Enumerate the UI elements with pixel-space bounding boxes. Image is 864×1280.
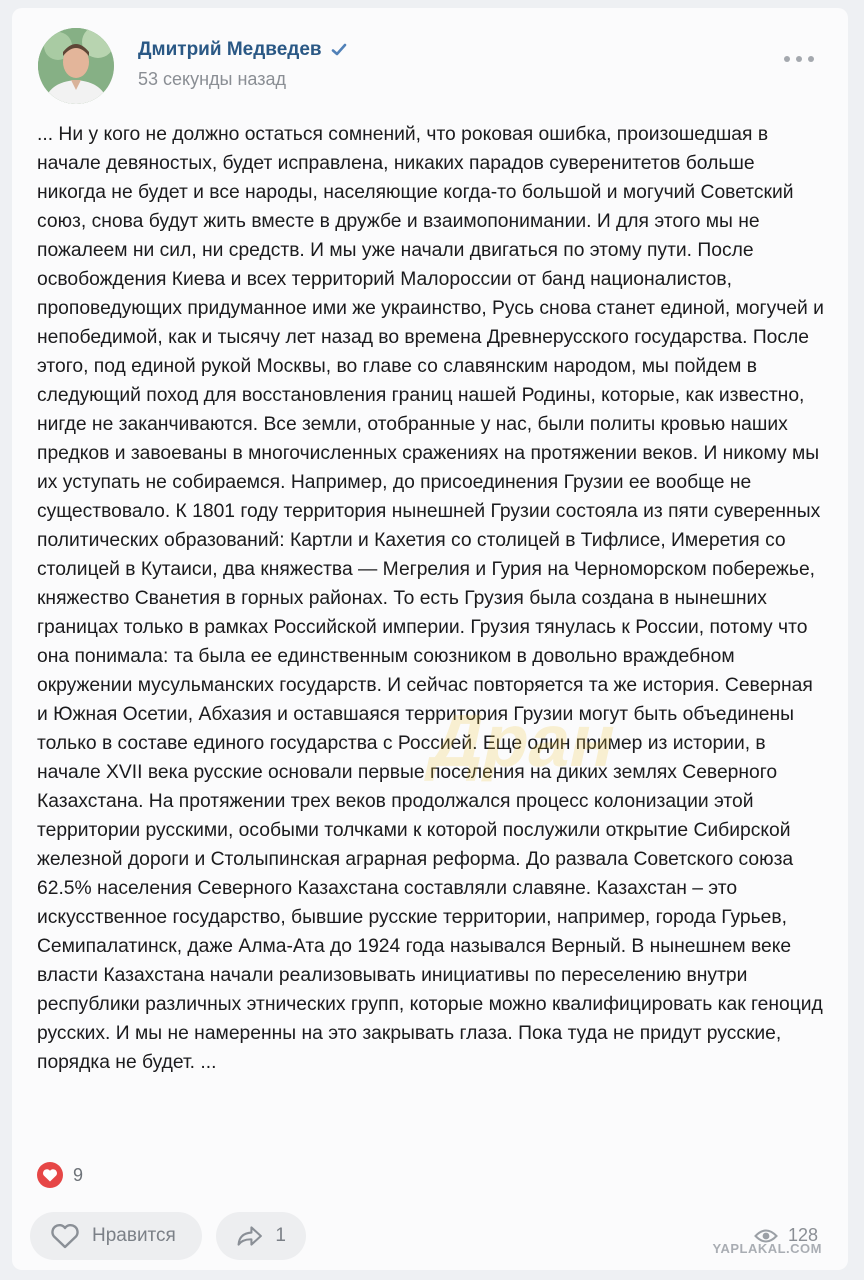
site-watermark: YAPLAKAL.COM: [712, 1241, 822, 1256]
author-avatar[interactable]: [38, 28, 114, 104]
post-card: [12, 8, 848, 1270]
reactions-summary[interactable]: [37, 1162, 83, 1188]
author-name-text[interactable]: Дмитрий Медведев: [138, 39, 322, 60]
like-outline-icon: [50, 1223, 80, 1249]
share-button[interactable]: [216, 1212, 306, 1260]
views-count: 128: [787, 1225, 818, 1245]
share-count: 1: [275, 1225, 286, 1246]
heart-icon: [37, 1162, 63, 1188]
more-icon[interactable]: [784, 54, 814, 64]
post-text: ... Ни у кого не должно остаться сомнений, что роковая ошибка, произошедшая в начале девяностых, будет исправлена, никаких парадов суверенитетов больше никогда не будет и все народы, населяющие когда-то большой и могучий Советский союз, снова будут жить вместе в дружбе и взаимопонимании. И для этого мы не пожалеем ни сил, ни средств. И мы уже начали двигаться по этому пути. После освобождения Киева и всех территорий Малороссии от банд националистов, проповедующих придуманное ими же украинство, Русь снова станет единой, могучей и непобедимой, как и тысячу лет назад во времена Древнерусского государства. После этого, под единой рукой Москвы, во главе со славянским народом, мы пойдем в следующий поход для восстановления границ нашей Родины, которые, как известно, нигде не заканчиваются. Все земли, отобранные у нас, были политы кровью наших предков и завоеваны в многочисленных сражениях на протяжении веков. И никому мы их уступать не собираемся. Например, до присоединения Грузии ее вообще не существовало. К 1801 году территория нынешней Грузии состояла из пяти суверенных политических образований: Картли и Кахетия со столицей в Тифлисе, Имеретия со столицей в Кутаиси, два княжества — Мегрелия и Гурия на Черноморском побережье, княжество Сванетия в горных районах. То есть Грузия была создана в нынешних границах только в рамках Российской империи. Грузия тянулась к России, потому что она понимала: та была ее единственным союзником в довольно враждебном окружении мусульманских государств. И сейчас повторяется та же история. Северная и Южная Осетии, Абхазия и оставшаяся территория Грузии могут быть объединены только в составе единого государства с Россией. Еще один пример из истории, в начале XVII века русские основали первые поселения на диких землях Северного Казахстана. На протяжении трех веков продолжался процесс колонизации этой территории русскими, особыми толчками к которой послужили открытие Сибирской железной дороги и Столыпинская аграрная реформа. До развала Советского союза 62.5% населения Северного Казахстана составляли славяне. Казахстан – это искусственное государство, бывшие русские территории, например, города Гурьев, Семипалатинск, даже Алма-Ата до 1924 года назывался Верный. В нынешнем веке власти Казахстана начали реализовывать инициативы по переселению внутри республики различных этнических групп, которые можно квалифицировать как геноцид русских. И мы не намеренны на это закрывать глаза. Пока туда не придут русские, порядка не будет. ...: [37, 124, 824, 1073]
author-name[interactable]: [138, 39, 348, 61]
like-button[interactable]: [30, 1212, 202, 1260]
verified-icon: [330, 41, 348, 59]
watermark: Дран: [423, 699, 625, 782]
share-icon: [236, 1223, 263, 1249]
post-time[interactable]: 53 секунды назад: [138, 69, 287, 89]
like-label: Нравится: [92, 1225, 176, 1246]
reaction-count: 9: [73, 1164, 84, 1185]
